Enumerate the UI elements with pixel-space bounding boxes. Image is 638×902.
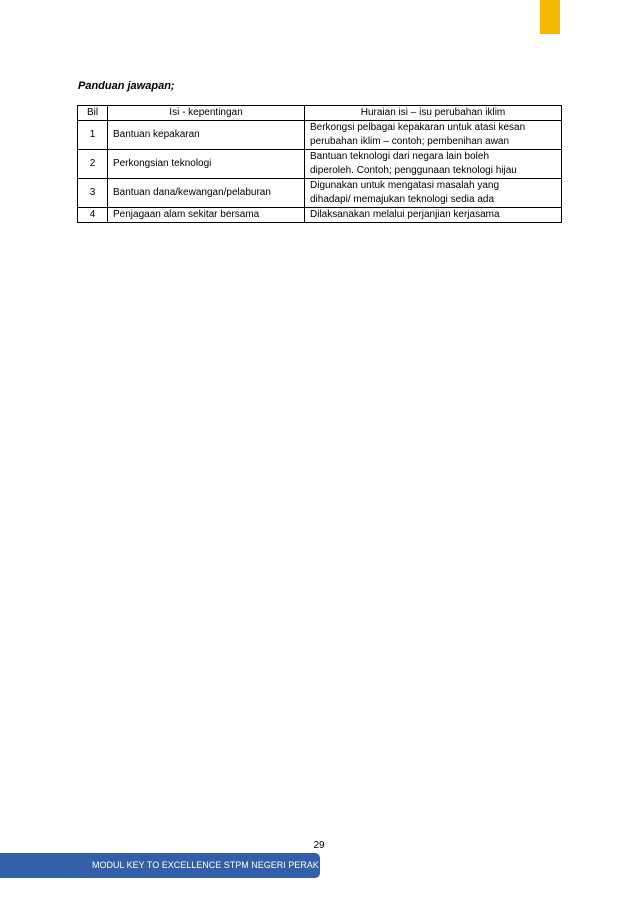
table-header-row [78, 106, 562, 121]
footer-text: MODUL KEY TO EXCELLENCE STPM NEGERI PERAK [92, 860, 319, 870]
row-number: 3 [78, 179, 108, 208]
row-number: 1 [78, 121, 108, 150]
huraian-line: Dilaksanakan melalui perjanjian kerjasama [310, 209, 500, 220]
answer-guide-heading: Panduan jawapan; [78, 80, 175, 92]
table-row [78, 208, 562, 223]
row-isi: Bantuan dana/kewangan/pelaburan [108, 179, 305, 208]
row-huraian [305, 150, 562, 179]
table-row [78, 121, 562, 150]
header-bil: Bil [78, 106, 108, 121]
row-huraian [305, 179, 562, 208]
row-isi: Perkongsian teknologi [108, 150, 305, 179]
row-isi: Bantuan kepakaran [108, 121, 305, 150]
huraian-line: dihadapi/ memajukan teknologi sedia ada [310, 194, 495, 205]
footer-bar [0, 853, 320, 878]
corner-tab-decoration [540, 0, 560, 34]
huraian-line: diperoleh. Contoh; penggunaan teknologi hijau [310, 165, 517, 176]
huraian-line: Digunakan untuk mengatasi masalah yang [310, 180, 500, 191]
huraian-line: perubahan iklim – contoh; pembenihan awan [310, 136, 510, 147]
row-number: 2 [78, 150, 108, 179]
row-number: 4 [78, 208, 108, 223]
header-isi: Isi - kepentingan [108, 106, 305, 121]
huraian-line: Berkongsi pelbagai kepakaran untuk atasi kesan [310, 122, 526, 133]
row-isi: Penjagaan alam sekitar bersama [108, 208, 305, 223]
huraian-line: Bantuan teknologi dari negara lain boleh [310, 151, 490, 162]
row-huraian [305, 121, 562, 150]
header-huraian: Huraian isi – isu perubahan iklim [305, 106, 562, 121]
table-row [78, 179, 562, 208]
page-number: 29 [313, 840, 325, 851]
table-row [78, 150, 562, 179]
answer-table [77, 105, 562, 223]
row-huraian [305, 208, 562, 223]
